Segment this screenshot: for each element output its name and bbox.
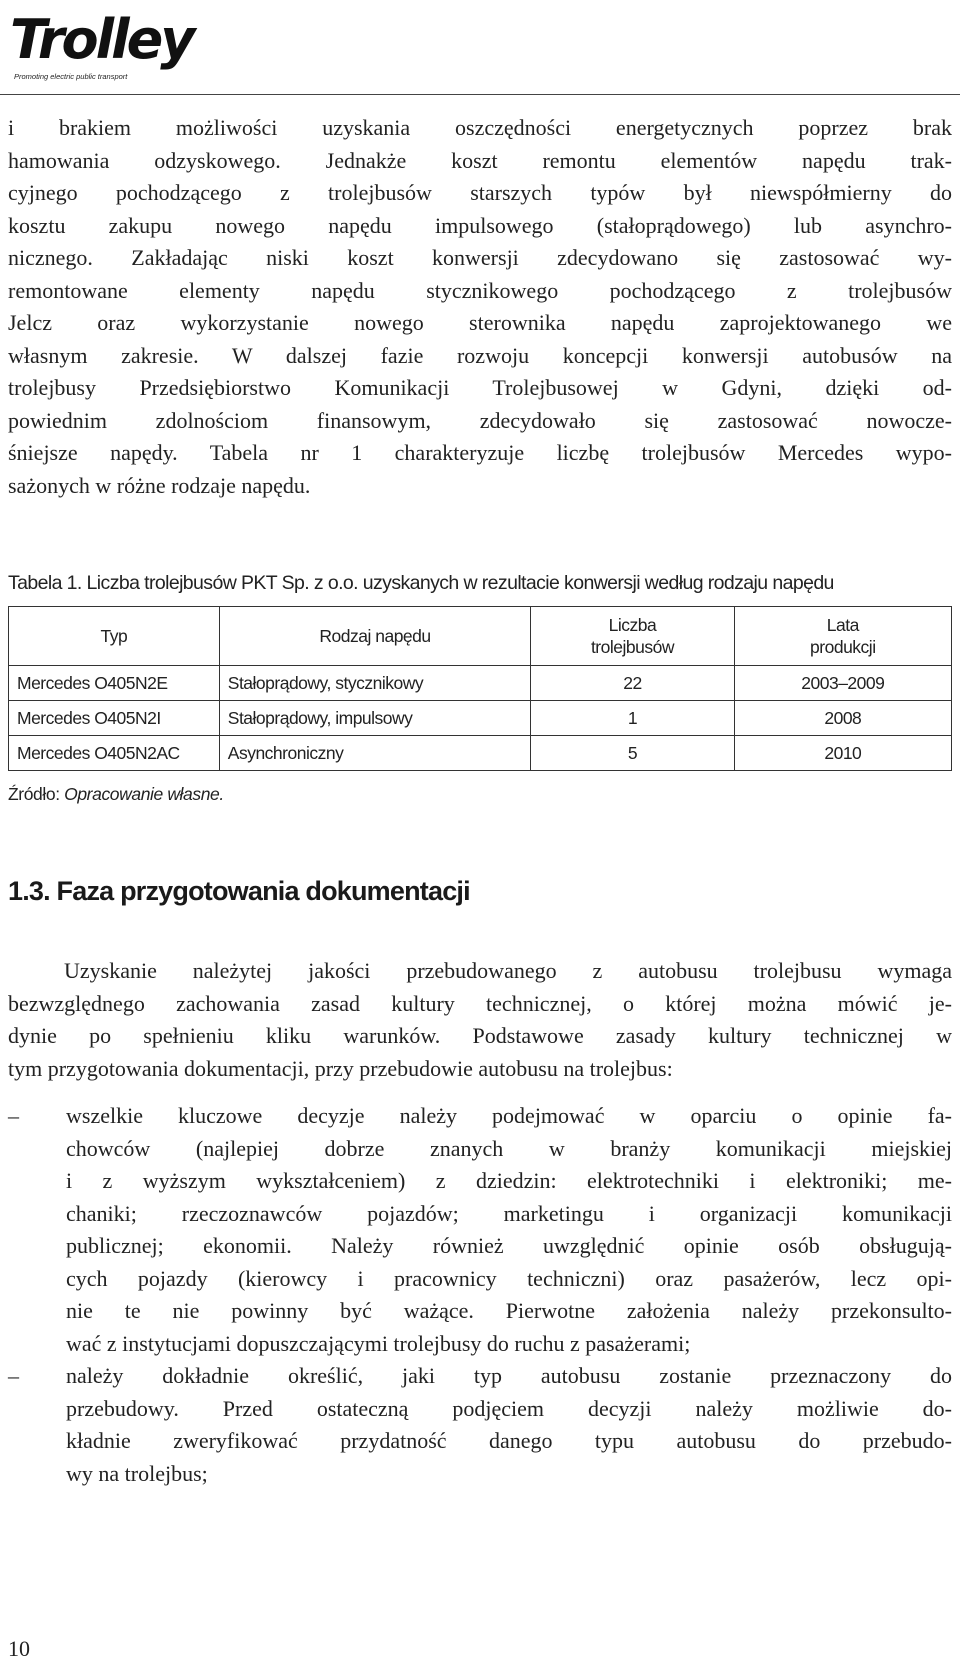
table-source — [8, 784, 224, 805]
intro-paragraph — [8, 112, 952, 502]
paragraph-line: bezwzględnego zachowania zasad kultury technicznej, o której można mówić je- — [8, 990, 952, 1016]
list-item — [8, 1360, 952, 1490]
table-row — [9, 701, 952, 736]
table-row — [9, 736, 952, 771]
header-liczba-line2: trolejbusów — [590, 637, 674, 657]
paragraph-line: tym przygotowania dokumentacji, przy przebudowie autobusu na trolejbus: — [8, 1055, 673, 1081]
bullet-line: nie te nie powinny być ważące. Pierwotne założenia należy przekonsulto- — [66, 1298, 952, 1323]
paragraph-line: powiednim zdolnościom finansowym, zdecydowało się zastosować nowocze- — [8, 407, 952, 433]
paragraph-line: remontowane elementy napędu stycznikowego pochodzącego z trolejbusów — [8, 277, 952, 303]
list-item — [8, 1100, 952, 1360]
bullet-line: należy dokładnie określić, jaki typ autobusu zostanie przeznaczony do — [66, 1363, 952, 1388]
paragraph-line: Uzyskanie należytej jakości przebudowanego z autobusu trolejbusu wymaga — [64, 958, 952, 983]
paragraph-line: sażonych w różne rodzaje napędu. — [8, 472, 311, 498]
trolley-logo — [8, 6, 198, 86]
bullet-line: przebudowy. Przed ostateczną podjęciem decyzji należy możliwie do- — [66, 1395, 952, 1421]
cell-lata: 2008 — [734, 701, 951, 736]
bullet-line: i z wyższym wykształceniem) z dziedzin: elektrotechniki i elektroniki; me- — [66, 1168, 952, 1193]
paragraph-line: kosztu zakupu nowego napędu impulsowego (stałoprądowego) lub asynchro- — [8, 212, 952, 238]
paragraph-line: Jelcz oraz wykorzystanie nowego sterownika napędu zaprojektowanego we — [8, 310, 952, 335]
source-text: Opracowanie własne. — [64, 784, 224, 804]
header-lata-line2: produkcji — [810, 637, 876, 657]
bullet-line: wszelkie kluczowe decyzje należy podejmować w oparciu o opinie fa- — [66, 1103, 952, 1128]
header-typ: Typ — [9, 607, 220, 666]
bullet-line: publicznej; ekonomii. Należy również uwzględnić opinie osób obsługują- — [66, 1233, 952, 1258]
header-rodzaj: Rodzaj napędu — [219, 607, 530, 666]
paragraph-line: dynie po spełnieniu kliku warunków. Podstawowe zasady kultury technicznej w — [8, 1023, 952, 1048]
bullet-line: wać z instytucjami dopuszczającymi trolejbusy do ruchu z pasażerami; — [66, 1330, 691, 1356]
cell-typ: Mercedes O405N2I — [9, 701, 220, 736]
table-caption: Tabela 1. Liczba trolejbusów PKT Sp. z o.o. uzyskanych w rezultacie konwersji według rodzaju napędu — [8, 572, 834, 594]
cell-typ: Mercedes O405N2AC — [9, 736, 220, 771]
bullet-line: cych pojazdy (kierowcy i pracownicy techniczni) oraz pasażerów, lecz opi- — [66, 1265, 952, 1291]
cell-rodzaj: Asynchroniczny — [219, 736, 530, 771]
table-header-row — [9, 607, 952, 666]
bullet-dash: – — [8, 1363, 19, 1388]
cell-liczba: 5 — [531, 736, 734, 771]
table-row — [9, 666, 952, 701]
cell-rodzaj: Stałoprądowy, stycznikowy — [219, 666, 530, 701]
paragraph-line: nicznego. Zakładając niski koszt konwersji zdecydowano się zastosować wy- — [8, 245, 952, 270]
page-number: 10 — [8, 1636, 30, 1661]
conversion-table — [8, 606, 952, 771]
section-heading: 1.3. Faza przygotowania dokumentacji — [8, 876, 470, 906]
header-liczba — [531, 607, 734, 666]
cell-lata: 2003–2009 — [734, 666, 951, 701]
header-liczba-line1: Liczba — [608, 615, 657, 635]
bullet-line: chaniki; rzeczoznawców pojazdów; marketingu i organizacji komunikacji — [66, 1200, 952, 1226]
header-divider — [0, 94, 960, 95]
bullet-line: chowców (najlepiej dobrze znanych w branży komunikacji miejskiej — [66, 1135, 952, 1161]
logo-wordmark: Trolley — [10, 8, 193, 71]
header-lata — [734, 607, 951, 666]
cell-liczba: 22 — [531, 666, 734, 701]
paragraph-line: śniejsze napędy. Tabela nr 1 charakteryzuje liczbę trolejbusów Mercedes wypo- — [8, 440, 952, 465]
paragraph-line: i brakiem możliwości uzyskania oszczędności energetycznych poprzez brak — [8, 115, 952, 140]
cell-rodzaj: Stałoprądowy, impulsowy — [219, 701, 530, 736]
section-paragraph — [8, 955, 952, 1085]
paragraph-line: cyjnego pochodzącego z trolejbusów starszych typów był niewspółmierny do — [8, 180, 952, 205]
bullet-line: kładnie zweryfikować przydatność danego typu autobusu do przebudo- — [66, 1428, 952, 1453]
cell-liczba: 1 — [531, 701, 734, 736]
paragraph-line: trolejbusy Przedsiębiorstwo Komunikacji Trolejbusowej w Gdyni, dzięki od- — [8, 375, 952, 400]
bullet-dash: – — [8, 1103, 19, 1128]
logo-tagline: Promoting electric public transport — [14, 72, 128, 81]
bullet-list — [8, 1100, 952, 1490]
bullet-line: wy na trolejbus; — [66, 1460, 208, 1486]
paragraph-line: hamowania odzyskowego. Jednakże koszt remontu elementów napędu trak- — [8, 147, 952, 173]
cell-lata: 2010 — [734, 736, 951, 771]
paragraph-line: własnym zakresie. W dalszej fazie rozwoju koncepcji konwersji autobusów na — [8, 342, 952, 368]
cell-typ: Mercedes O405N2E — [9, 666, 220, 701]
source-label: Źródło: — [8, 784, 60, 804]
header-lata-line1: Lata — [826, 615, 859, 635]
